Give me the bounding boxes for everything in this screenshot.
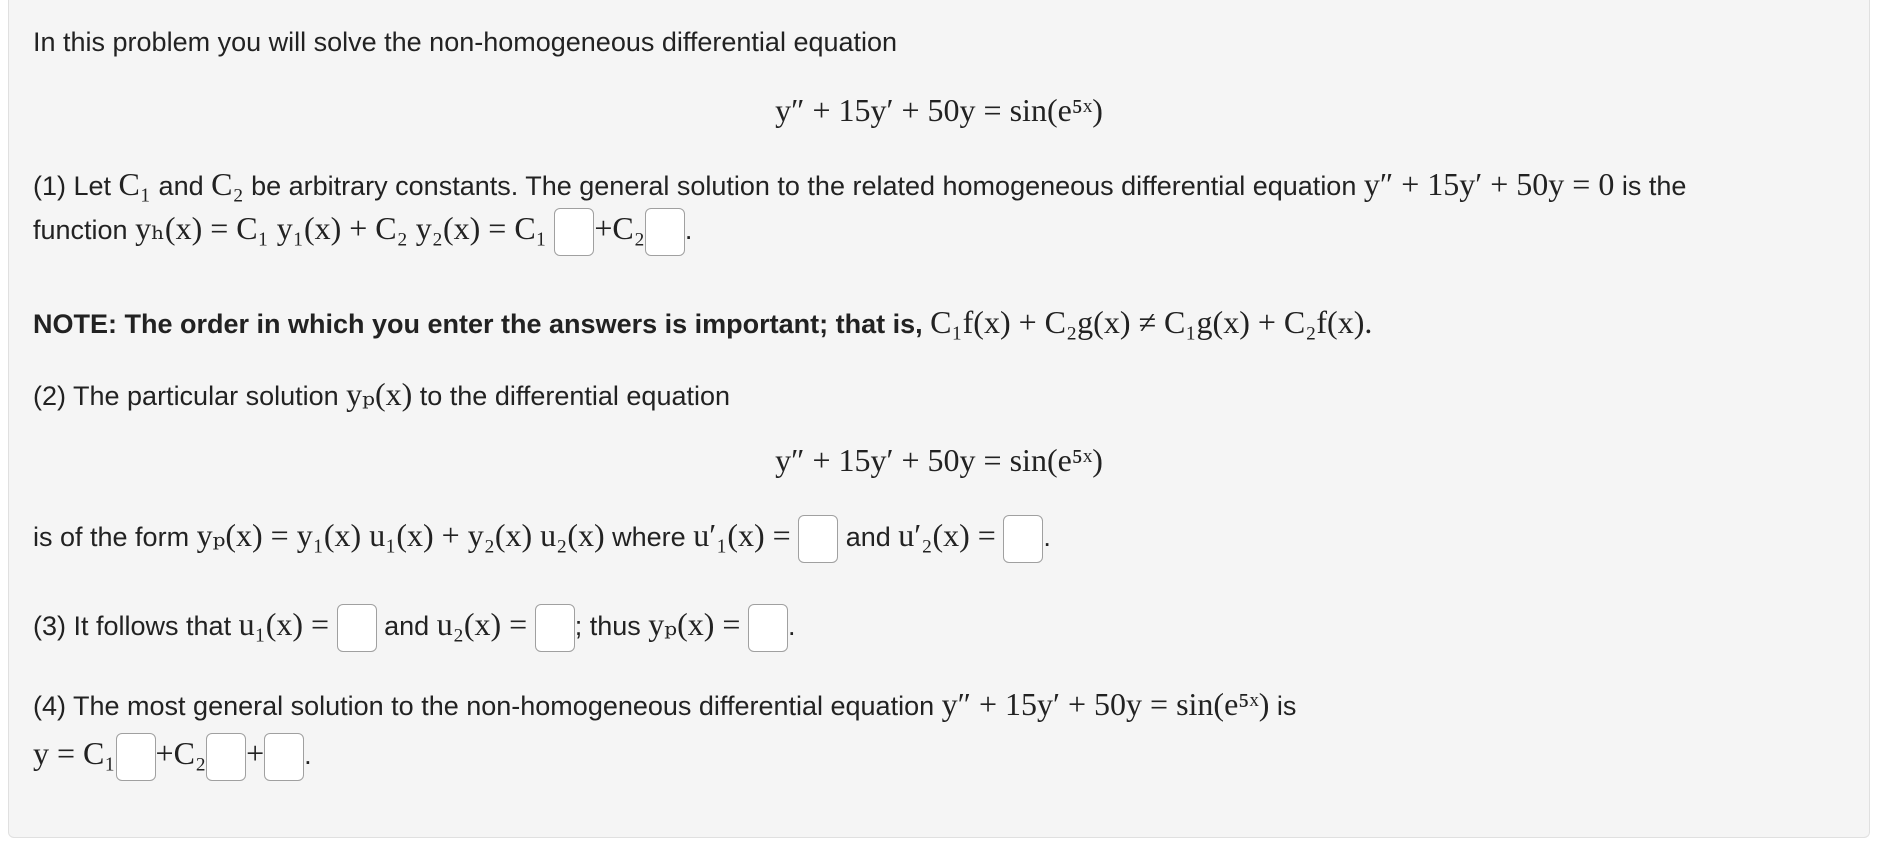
- part1-text-d: is the: [1614, 171, 1687, 201]
- general-y-label: y = C₁: [33, 735, 116, 772]
- homogeneous-equation: y″ + 15y′ + 50y = 0: [1363, 166, 1615, 202]
- note-text: NOTE: The order in which you enter the answers is important; that is,: [33, 309, 931, 339]
- and-text: and: [845, 522, 899, 553]
- part1-function-label: function: [33, 215, 136, 246]
- yp-form: yₚ(x) = y₁(x) u₁(x) + y₂(x) u₂(x): [196, 517, 605, 554]
- answer-general-y2-input[interactable]: [206, 733, 246, 781]
- part1-line2: [33, 208, 692, 256]
- part1-text-a: (1) Let: [33, 171, 119, 201]
- answer-y1-input[interactable]: [554, 208, 594, 256]
- answer-u2-input[interactable]: [535, 604, 575, 652]
- part2-line1: [33, 374, 730, 416]
- problem-panel: [8, 0, 1870, 838]
- note-line: [33, 302, 1372, 344]
- where-text: where: [604, 522, 694, 553]
- answer-yp-input[interactable]: [748, 604, 788, 652]
- answer-y2-input[interactable]: [645, 208, 685, 256]
- period: .: [1043, 522, 1051, 553]
- part2-text-b: to the differential equation: [412, 381, 731, 411]
- part3-text: (3) It follows that: [33, 611, 239, 642]
- part1-line1: [33, 164, 1686, 206]
- part2-equation: y″ + 15y′ + 50y = sin(e⁵ˣ): [775, 442, 1103, 478]
- answer-u2-prime-input[interactable]: [1003, 515, 1043, 563]
- u1-label: u₁(x) =: [238, 606, 330, 643]
- note-math: C₁f(x) + C₂g(x) ≠ C₁g(x) + C₂f(x).: [930, 304, 1373, 340]
- yp-symbol: yₚ(x): [346, 376, 413, 412]
- part4-equation: y″ + 15y′ + 50y = sin(e⁵ˣ): [941, 686, 1270, 722]
- part1-text-c: be arbitrary constants. The general solution to the related homogeneous differential equation: [243, 171, 1364, 201]
- part2-text-a: (2) The particular solution: [33, 381, 347, 411]
- thus-text: ; thus: [574, 611, 649, 642]
- part4-text: (4) The most general solution to the non-homogeneous differential equation: [33, 691, 942, 721]
- c2-symbol: C₂: [211, 166, 244, 202]
- plus-label: +: [246, 735, 265, 772]
- part2-form-line: [33, 515, 1051, 563]
- period: .: [304, 740, 312, 771]
- u2-prime-label: u′₂(x) =: [898, 517, 996, 554]
- u1-prime-label: u′₁(x) =: [693, 517, 791, 554]
- period: .: [684, 215, 693, 246]
- u2-label: u₂(x) =: [436, 606, 528, 643]
- plus-c2-label: +C₂: [155, 735, 207, 772]
- part3-line: [33, 604, 795, 652]
- period: .: [787, 611, 796, 642]
- is-text: is: [1269, 691, 1297, 721]
- and-text: and: [384, 611, 437, 642]
- answer-general-yp-input[interactable]: [264, 733, 304, 781]
- intro-label: In this problem you will solve the non-homogeneous differential equation: [33, 27, 898, 57]
- c1-symbol: C₁: [118, 166, 152, 202]
- answer-u1-prime-input[interactable]: [798, 515, 838, 563]
- part4-line1: [33, 684, 1296, 726]
- answer-general-y1-input[interactable]: [116, 733, 156, 781]
- yp-label: yₚ(x) =: [648, 606, 741, 643]
- part4-line2: [33, 733, 312, 781]
- answer-u1-input[interactable]: [337, 604, 377, 652]
- plus-c2-label: +C₂: [594, 210, 645, 247]
- form-text: is of the form: [33, 522, 197, 553]
- main-equation: y″ + 15y′ + 50y = sin(e⁵ˣ): [775, 92, 1103, 128]
- yh-expression: yₕ(x) = C₁ y₁(x) + C₂ y₂(x) = C₁: [135, 210, 547, 247]
- part1-text-b: and: [151, 171, 212, 201]
- intro-text: [33, 22, 897, 62]
